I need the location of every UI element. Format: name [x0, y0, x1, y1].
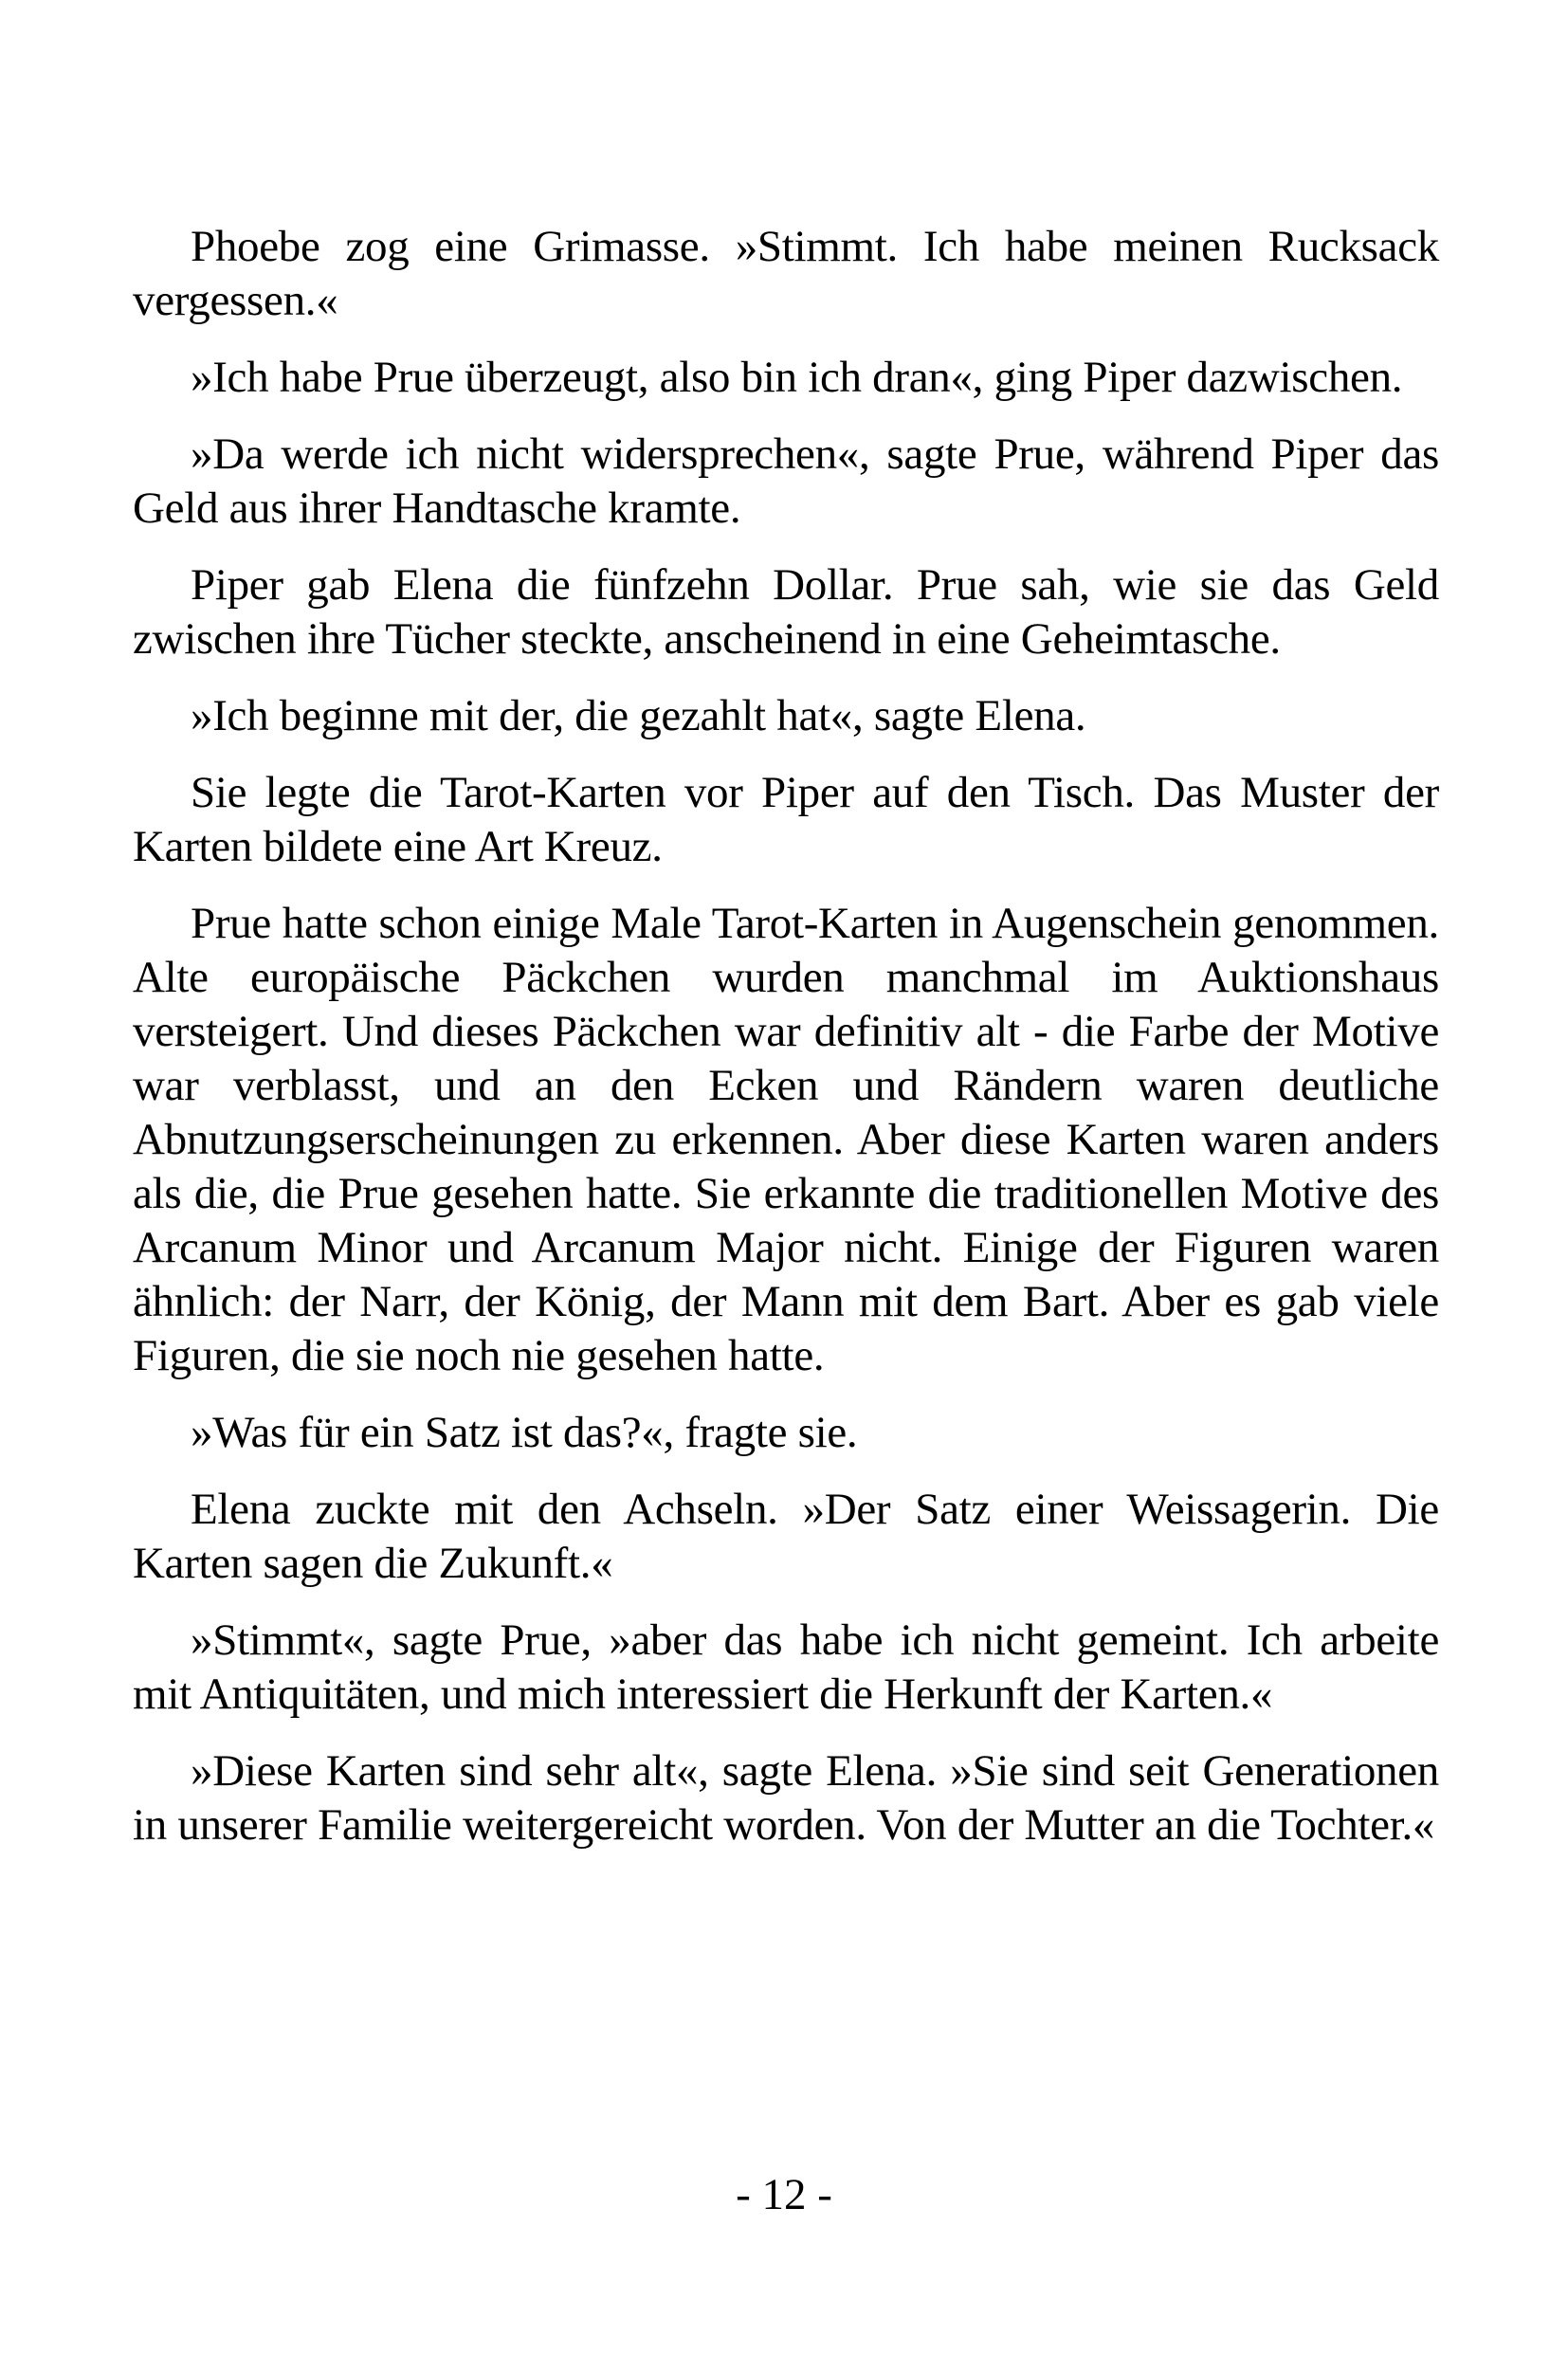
paragraph-10: »Stimmt«, sagte Prue, »aber das habe ich nicht gemeint. Ich arbeite mit Antiquitäten, und mich interessiert die Herkunft der Karten.«: [133, 1615, 1439, 1719]
paragraph-5: »Ich beginne mit der, die gezahlt hat«, sagte Elena.: [191, 691, 1086, 740]
paragraph-11: »Diese Karten sind sehr alt«, sagte Elena. »Sie sind seit Generationen in unserer Familie weitergereicht worden. Von der Mutter an die Tochter.«: [133, 1746, 1439, 1850]
paragraph-4: Piper gab Elena die fünfzehn Dollar. Prue sah, wie sie das Geld zwischen ihre Tücher steckte, anscheinend in eine Geheimtasche.: [133, 560, 1439, 664]
paragraph-7: Prue hatte schon einige Male Tarot-Karten in Augenschein genommen. Alte europäische Päckchen wurden manchmal im Auktionshaus versteigert. Und dieses Päckchen war definitiv alt - die Farbe der Motive war verblasst, und an den Ecken und Rändern waren deutliche Abnutzungserscheinungen zu erkennen. Aber diese Karten waren anders als die, die Prue gesehen hatte. Sie erkannte die traditionellen Motive des Arcanum Minor und Arcanum Major nicht. Einige der Figuren waren ähnlich: der Narr, der König, der Mann mit dem Bart. Aber es gab viele Figuren, die sie noch nie gesehen hatte.: [133, 899, 1439, 1380]
paragraph-1: Phoebe zog eine Grimasse. »Stimmt. Ich habe meinen Rucksack vergessen.«: [133, 222, 1439, 325]
paragraph-8: »Was für ein Satz ist das?«, fragte sie.: [191, 1408, 858, 1457]
paragraph-6: Sie legte die Tarot-Karten vor Piper auf den Tisch. Das Muster der Karten bildete eine Art Kreuz.: [133, 768, 1439, 871]
paragraph-2: »Ich habe Prue überzeugt, also bin ich dran«, ging Piper dazwischen.: [191, 353, 1403, 402]
paragraph-3: »Da werde ich nicht widersprechen«, sagte Prue, während Piper das Geld aus ihrer Handtasche kramte.: [133, 429, 1439, 533]
page-number: - 12 -: [736, 2170, 832, 2219]
paragraph-9: Elena zuckte mit den Achseln. »Der Satz einer Weissagerin. Die Karten sagen die Zukunft.«: [133, 1485, 1439, 1588]
body-text: [133, 220, 1439, 1875]
